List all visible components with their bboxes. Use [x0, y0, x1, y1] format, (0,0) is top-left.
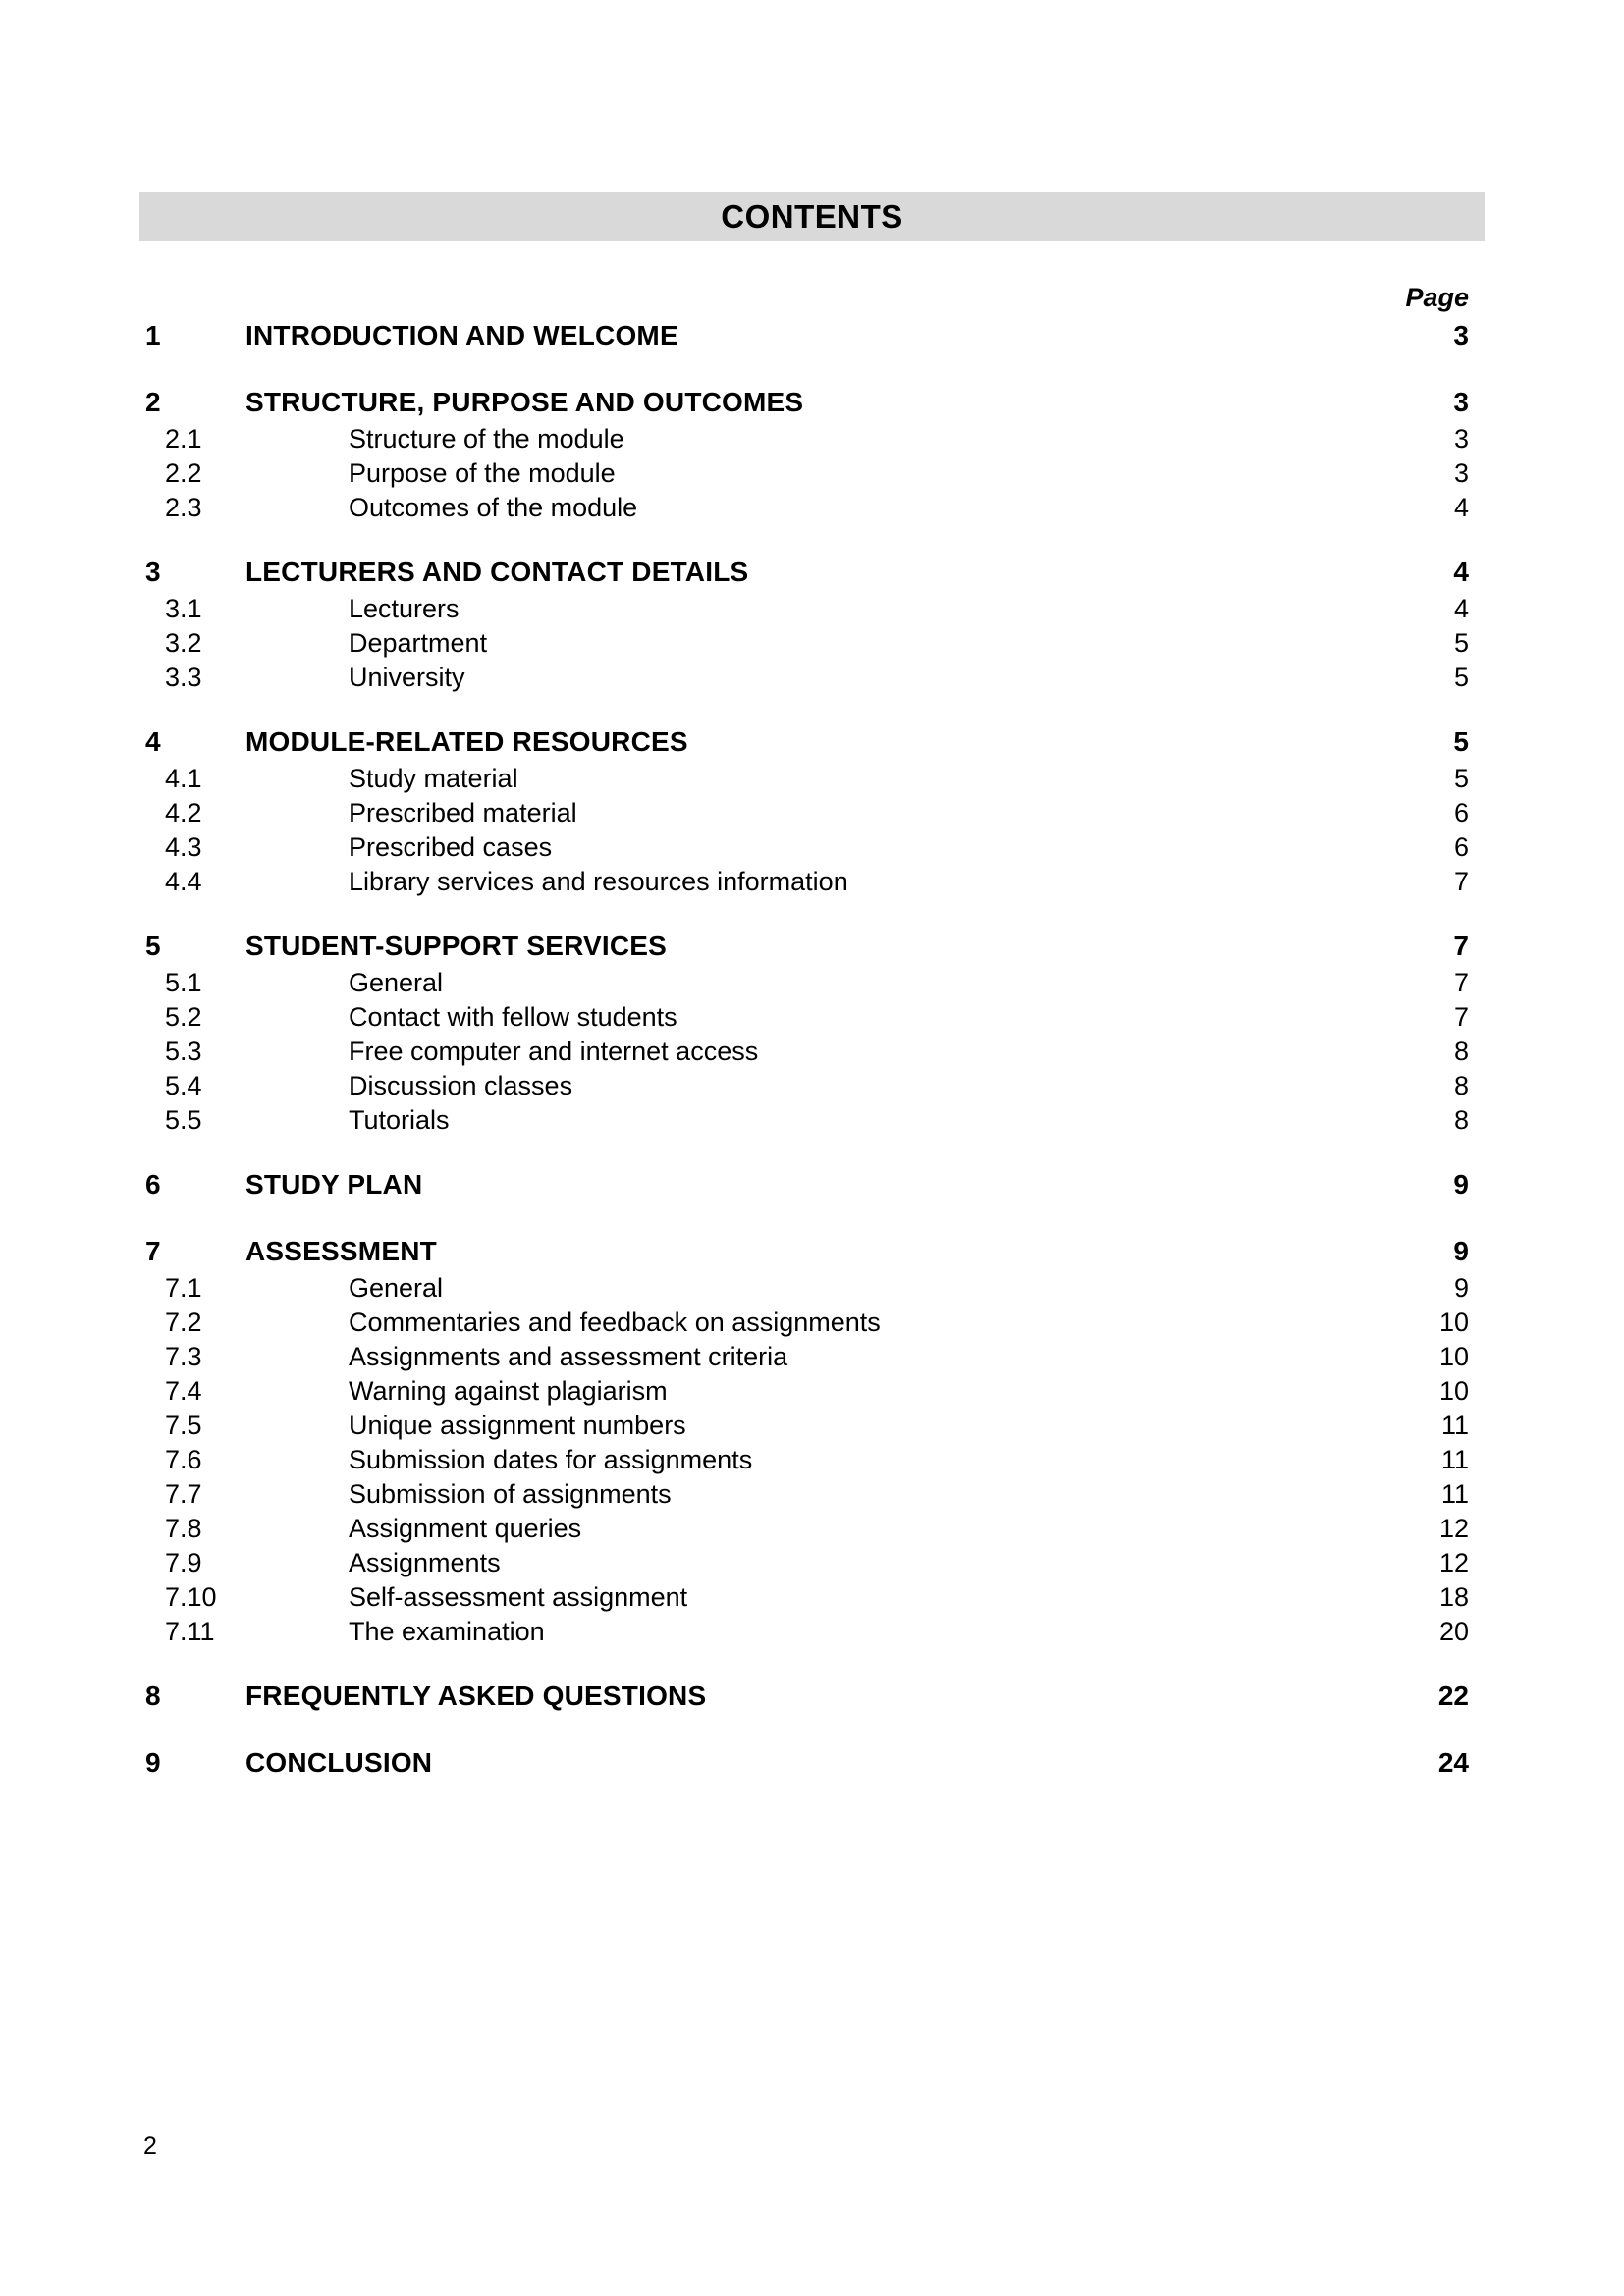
toc-entry-page-number: 5: [1453, 628, 1469, 658]
toc-entry-sub[interactable]: [139, 865, 1469, 899]
toc-entry-sub[interactable]: [139, 1103, 1469, 1138]
toc-entry-number: 7.8: [165, 1514, 202, 1543]
toc-entry-number: 9: [145, 1747, 161, 1778]
toc-entry-sub[interactable]: [139, 422, 1469, 456]
toc-entry-main[interactable]: [139, 1232, 1469, 1271]
toc-entry-number: 3.2: [165, 628, 202, 658]
toc-entry-label: Discussion classes: [349, 1071, 573, 1100]
toc-entry-label: Submission dates for assignments: [349, 1445, 753, 1474]
toc-entry-label: Assignment queries: [349, 1514, 582, 1543]
toc-entry-page-number: 9: [1453, 1169, 1469, 1200]
toc-entry-sub[interactable]: [139, 1615, 1469, 1649]
toc-entry-label: Library services and resources information: [349, 867, 848, 896]
toc-entry-label: Prescribed material: [349, 798, 577, 828]
toc-entry-sub[interactable]: [139, 1340, 1469, 1374]
toc-group: [139, 383, 1469, 525]
toc-entry-number: 5.4: [165, 1071, 202, 1100]
toc-entry-sub[interactable]: [139, 1374, 1469, 1409]
toc-entry-main[interactable]: [139, 383, 1469, 422]
toc-entry-page-number: 7: [1453, 968, 1469, 997]
toc-entry-page-number: 6: [1453, 832, 1469, 862]
toc-entry-number: 7.1: [165, 1273, 202, 1303]
toc-entry-number: 3.3: [165, 663, 202, 692]
toc-entry-number: 2.1: [165, 424, 202, 454]
toc-entry-sub[interactable]: [139, 1512, 1469, 1546]
toc-entry-page-number: 12: [1438, 1514, 1469, 1543]
contents-title-banner: [139, 192, 1485, 241]
toc-entry-number: 7.6: [165, 1445, 202, 1474]
toc-entry-sub[interactable]: [139, 456, 1469, 491]
toc-entry-page-number: 8: [1453, 1105, 1469, 1135]
toc-entry-page-number: 7: [1453, 931, 1469, 961]
toc-entry-number: 4.3: [165, 832, 202, 862]
toc-entry-number: 7.5: [165, 1411, 202, 1440]
toc-entry-number: 1: [145, 320, 161, 350]
toc-group: [139, 1232, 1469, 1649]
toc-entry-main[interactable]: [139, 1677, 1469, 1716]
toc-entry-label: Purpose of the module: [349, 458, 616, 488]
toc-entry-number: 7.3: [165, 1342, 202, 1371]
toc-entry-label: Warning against plagiarism: [349, 1376, 668, 1406]
toc-entry-number: 5.2: [165, 1002, 202, 1032]
toc-entry-page-number: 7: [1453, 867, 1469, 896]
toc-entry-sub[interactable]: [139, 1306, 1469, 1340]
toc-entry-label: Contact with fellow students: [349, 1002, 677, 1032]
toc-entry-page-number: 6: [1453, 798, 1469, 828]
toc-entry-label: Outcomes of the module: [349, 493, 638, 522]
toc-entry-page-number: 3: [1453, 424, 1469, 454]
toc-entry-main[interactable]: [139, 553, 1469, 592]
toc-entry-number: 5.5: [165, 1105, 202, 1135]
page-title: CONTENTS: [721, 198, 903, 235]
toc-entry-label: CONCLUSION: [245, 1747, 433, 1778]
toc-entry-sub[interactable]: [139, 1443, 1469, 1477]
toc-entry-label: General: [349, 968, 444, 997]
toc-group: [139, 1165, 1469, 1204]
toc-entry-label: STUDY PLAN: [245, 1169, 423, 1200]
toc-entry-number: 7.4: [165, 1376, 202, 1406]
toc-entry-sub[interactable]: [139, 1477, 1469, 1512]
toc-entry-page-number: 8: [1453, 1071, 1469, 1100]
page-column-header: Page: [1405, 283, 1469, 312]
toc-entry-number: 5.1: [165, 968, 202, 997]
toc-entry-label: MODULE-RELATED RESOURCES: [245, 726, 688, 757]
toc-entry-number: 6: [145, 1169, 161, 1200]
toc-entry-number: 2.3: [165, 493, 202, 522]
toc-entry-page-number: 3: [1453, 387, 1469, 417]
toc-entry-number: 2.2: [165, 458, 202, 488]
toc-entry-number: 5: [145, 931, 161, 961]
toc-entry-page-number: 4: [1453, 493, 1469, 522]
toc-entry-number: 7: [145, 1236, 161, 1266]
toc-entry-sub[interactable]: [139, 796, 1469, 830]
toc-entry-number: 7.2: [165, 1308, 202, 1337]
toc-entry-number: 4.4: [165, 867, 202, 896]
toc-entry-sub[interactable]: [139, 1069, 1469, 1103]
toc-entry-label: FREQUENTLY ASKED QUESTIONS: [245, 1681, 707, 1711]
toc-entry-number: 4.2: [165, 798, 202, 828]
toc-entry-number: 4: [145, 726, 161, 757]
toc-entry-label: Study material: [349, 764, 518, 793]
toc-entry-page-number: 9: [1453, 1273, 1469, 1303]
toc-entry-sub[interactable]: [139, 491, 1469, 525]
toc-entry-label: Lecturers: [349, 594, 460, 623]
toc-entry-sub[interactable]: [139, 1271, 1469, 1306]
toc-entry-sub[interactable]: [139, 1035, 1469, 1069]
toc-group: [139, 553, 1469, 695]
toc-group: [139, 722, 1469, 899]
toc-entry-sub[interactable]: [139, 592, 1469, 626]
toc-entry-label: The examination: [349, 1617, 545, 1646]
toc-entry-label: LECTURERS AND CONTACT DETAILS: [245, 557, 749, 587]
toc-entry-label: Free computer and internet access: [349, 1037, 759, 1066]
toc-entry-number: 3: [145, 557, 161, 587]
toc-entry-page-number: 5: [1453, 726, 1469, 757]
toc-entry-main[interactable]: [139, 1165, 1469, 1204]
toc-group: [139, 1743, 1469, 1783]
toc-entry-label: Self-assessment assignment: [349, 1582, 688, 1612]
toc-entry-page-number: 8: [1453, 1037, 1469, 1066]
toc-entry-label: Assignments: [349, 1548, 501, 1577]
toc-entry-label: Submission of assignments: [349, 1479, 672, 1509]
toc-entry-label: General: [349, 1273, 444, 1303]
toc-entry-label: STRUCTURE, PURPOSE AND OUTCOMES: [245, 387, 804, 417]
toc-entry-number: 4.1: [165, 764, 202, 793]
toc-entry-page-number: 5: [1453, 764, 1469, 793]
toc-entry-sub[interactable]: [139, 830, 1469, 865]
toc-entry-label: Commentaries and feedback on assignments: [349, 1308, 881, 1337]
toc-entry-page-number: 20: [1438, 1617, 1469, 1646]
toc-entry-label: Prescribed cases: [349, 832, 553, 862]
toc-entry-page-number: 10: [1438, 1308, 1469, 1337]
toc-entry-label: Structure of the module: [349, 424, 624, 454]
toc-entry-number: 8: [145, 1681, 161, 1711]
toc-entry-page-number: 9: [1453, 1236, 1469, 1266]
toc-entry-page-number: 10: [1438, 1342, 1469, 1371]
toc-entry-sub[interactable]: [139, 626, 1469, 661]
toc-entry-page-number: 4: [1453, 557, 1469, 587]
toc-entry-page-number: 10: [1438, 1376, 1469, 1406]
toc-entry-page-number: 5: [1453, 663, 1469, 692]
toc-entry-number: 3.1: [165, 594, 202, 623]
toc-entry-main[interactable]: [139, 1743, 1469, 1783]
toc-entry-page-number: 22: [1437, 1681, 1469, 1711]
toc-entry-sub[interactable]: [139, 1000, 1469, 1035]
toc-entry-label: STUDENT-SUPPORT SERVICES: [245, 931, 668, 961]
toc-group: [139, 316, 1469, 355]
toc-entry-label: INTRODUCTION AND WELCOME: [245, 320, 678, 350]
toc-entry-page-number: 3: [1453, 458, 1469, 488]
toc-group: [139, 927, 1469, 1138]
toc-entry-page-number: 11: [1440, 1445, 1469, 1474]
toc-entry-sub[interactable]: [139, 966, 1469, 1000]
toc-entry-sub[interactable]: [139, 1409, 1469, 1443]
toc-entry-page-number: 4: [1453, 594, 1469, 623]
toc-entry-number: 7.7: [165, 1479, 202, 1509]
toc-entry-page-number: 3: [1453, 320, 1469, 350]
toc-entry-number: 2: [145, 387, 161, 417]
toc-entry-label: University: [349, 663, 465, 692]
toc-entry-page-number: 11: [1440, 1411, 1469, 1440]
toc-entry-label: Tutorials: [349, 1105, 450, 1135]
toc-group: [139, 1677, 1469, 1716]
footer-page-number: 2: [143, 2132, 157, 2160]
toc-entry-main[interactable]: [139, 927, 1469, 966]
toc-entry-label: Department: [349, 628, 488, 658]
toc-entry-number: 7.10: [165, 1582, 217, 1612]
toc-entry-number: 7.9: [165, 1548, 202, 1577]
toc-entry-page-number: 11: [1440, 1479, 1469, 1509]
toc-entry-sub[interactable]: [139, 661, 1469, 695]
toc-entry-page-number: 24: [1437, 1747, 1469, 1778]
toc-entry-sub[interactable]: [139, 1580, 1469, 1615]
table-of-contents: [139, 316, 1469, 1783]
toc-entry-number: 7.11: [165, 1617, 215, 1646]
toc-entry-label: ASSESSMENT: [245, 1236, 437, 1266]
toc-entry-label: Unique assignment numbers: [349, 1411, 686, 1440]
toc-entry-sub[interactable]: [139, 1546, 1469, 1580]
toc-entry-label: Assignments and assessment criteria: [349, 1342, 788, 1371]
toc-entry-number: 5.3: [165, 1037, 202, 1066]
toc-entry-sub[interactable]: [139, 762, 1469, 796]
toc-entry-page-number: 18: [1438, 1582, 1469, 1612]
toc-entry-main[interactable]: [139, 316, 1469, 355]
toc-entry-page-number: 12: [1438, 1548, 1469, 1577]
toc-entry-main[interactable]: [139, 722, 1469, 762]
toc-entry-page-number: 7: [1453, 1002, 1469, 1032]
